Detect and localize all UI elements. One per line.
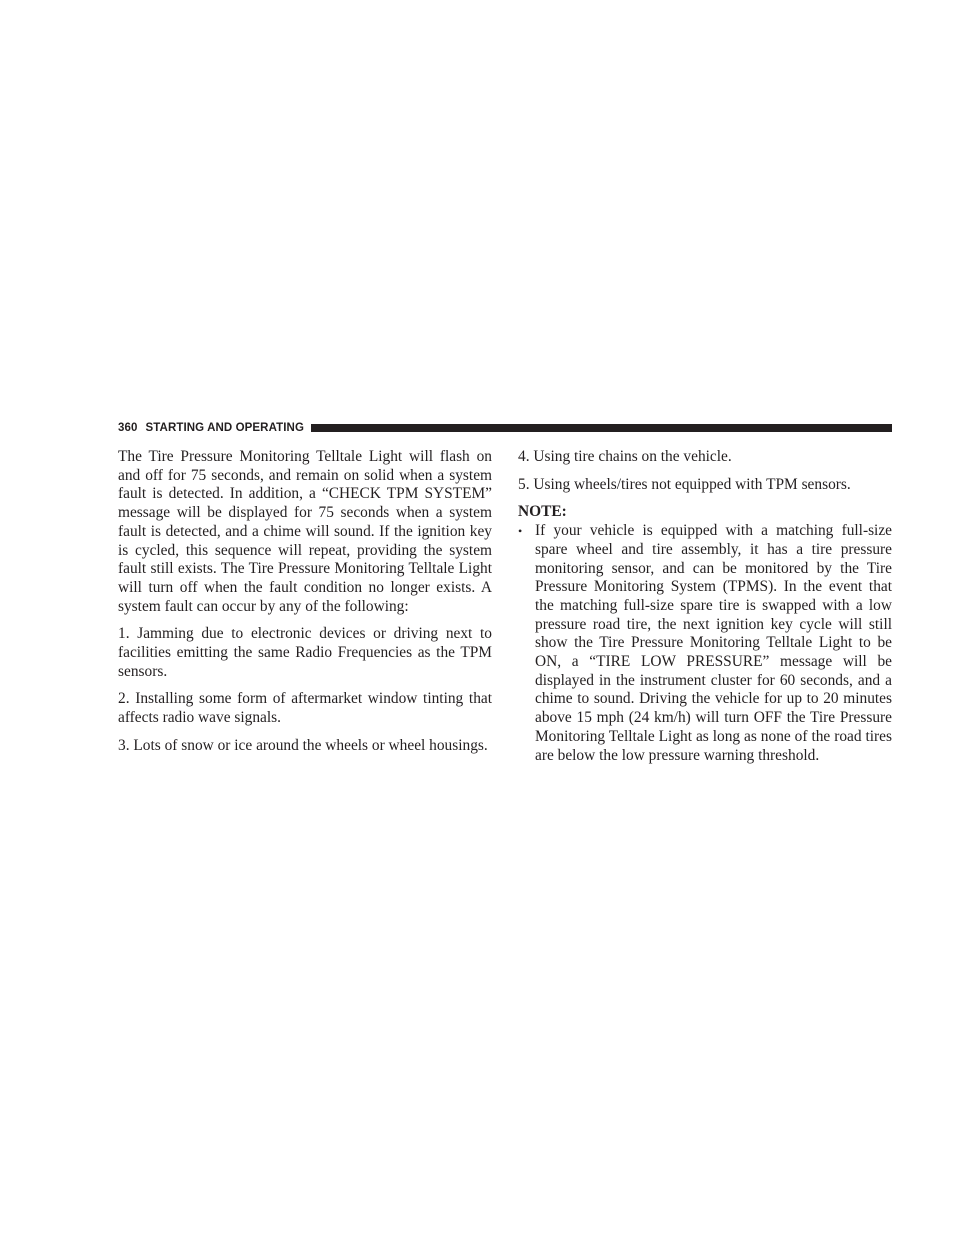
page-header xyxy=(118,420,892,435)
note-label: NOTE: xyxy=(518,503,567,521)
right-column xyxy=(518,448,892,765)
list-item: 3. Lots of snow or ice around the wheels or wheel housings. xyxy=(118,736,488,754)
left-column xyxy=(118,448,492,765)
list-item: 2. Installing some form of aftermarket window tinting that affects radio wave signals. xyxy=(118,690,492,727)
intro-paragraph: The Tire Pressure Monitoring Telltale Light will flash on and off for 75 seconds, and remain on solid when a system fault is detected. In addition, a “CHECK TPM SYSTEM” message will be displayed for 75 seconds when a system fault is detected, and a chime will sound. If the ignition key is cycled, this sequence will repeat, providing the system fault still exists. The Tire Pressure Monitoring Telltale Light will turn off when the fault condition no longer exists. A system fault can occur by any of the following: xyxy=(118,448,492,615)
note-bullet-item xyxy=(518,522,892,765)
section-title: STARTING AND OPERATING xyxy=(145,421,305,434)
list-item: 4. Using tire chains on the vehicle. xyxy=(518,448,732,465)
bullet-text: If your vehicle is equipped with a matching full-size spare wheel and tire assembly, it has a tire pressure monitoring sensor, and can be monitored by the Tire Pressure Monitoring System (TPMS). In the event that the matching full-size spare tire is swapped with a low pressure road tire, the next ignition key cycle will still show the Tire Pressure Monitoring Telltale Light to be ON, a “TIRE LOW PRESSURE” message will be displayed in the instrument cluster for 60 seconds, and a chime to sound. Driving the vehicle for up to 20 minutes above 15 mph (24 km/h) will turn OFF the Tire Pressure Monitoring Telltale Light as long as none of the road tires are below the low pressure warning threshold. xyxy=(535,522,892,764)
list-item: 1. Jamming due to electronic devices or driving next to facilities emitting the same Radio Frequencies as the TPM sensors. xyxy=(118,625,492,680)
list-item: 5. Using wheels/tires not equipped with TPM sensors. xyxy=(518,475,851,493)
header-rule xyxy=(311,424,892,432)
page-number: 360 xyxy=(118,421,138,434)
bullet-icon: • xyxy=(518,524,523,539)
